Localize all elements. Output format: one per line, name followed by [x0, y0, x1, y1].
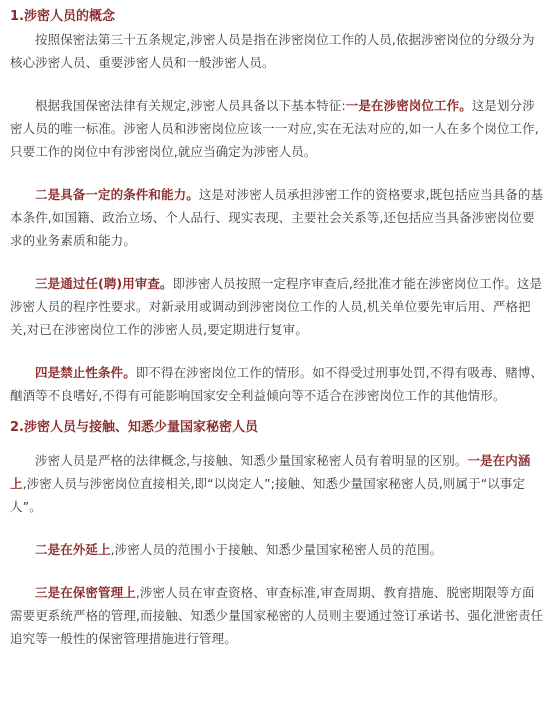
- spacer: [10, 561, 544, 581]
- paragraph-difference-3: [10, 581, 544, 650]
- paragraph-feature-2: [10, 183, 544, 252]
- emphasis-text: 二是具备一定的条件和能力。: [35, 187, 199, 202]
- paragraph-text: ,涉密人员与涉密岗位直接相关,即“以岗定人”;接触、知悉少量国家秘密人员,则属于“以事定人”。: [10, 476, 526, 514]
- emphasis-text: 四是禁止性条件。: [35, 365, 136, 380]
- paragraph-difference-2: [10, 538, 544, 561]
- spacer: [10, 252, 544, 272]
- paragraph-definition: 按照保密法第三十五条规定,涉密人员是指在涉密岗位工作的人员,依据涉密岗位的分级分为核心涉密人员、重要涉密人员和一般涉密人员。: [10, 32, 535, 70]
- paragraph-text: 即涉密人员按照一定程序审查后,经批准才能在涉密岗位工作。这是涉密人员的程序性要求。对新录用或调动到涉密岗位工作的人员,机关单位要先审后用、严格把关,对已在涉密岗位工作的涉密人员,要定期进行复审。: [10, 276, 543, 337]
- spacer: [10, 341, 544, 361]
- spacer: [10, 163, 544, 183]
- paragraph-feature-3: [10, 272, 544, 341]
- spacer: [10, 518, 544, 538]
- spacer: [10, 407, 544, 417]
- emphasis-text: 三是在保密管理上: [35, 585, 136, 600]
- emphasis-text: 一是在涉密岗位工作。: [345, 98, 472, 113]
- paragraph-text: 涉密人员是严格的法律概念,与接触、知悉少量国家秘密人员有着明显的区别。: [35, 453, 468, 468]
- paragraph-text: 即不得在涉密岗位工作的情形。如不得受过刑事处罚,不得有吸毒、赌博、酗酒等不良嗜好,不得有可能影响国家安全利益倾向等不适合在涉密岗位工作的其他情形。: [10, 365, 544, 403]
- section-heading-comparison: 2.涉密人员与接触、知悉少量国家秘密人员: [10, 420, 258, 435]
- paragraph-feature-4: [10, 361, 544, 407]
- paragraph-difference-1: [10, 449, 544, 518]
- paragraph-text: 这是对涉密人员承担涉密工作的资格要求,既包括应当具备的基本条件,如国籍、政治立场、个人品行、现实表现、主要社会关系等,还包括应当具备涉密岗位要求的业务素质和能力。: [10, 187, 544, 248]
- spacer: [10, 74, 544, 94]
- section-heading-concept: 1.涉密人员的概念: [10, 9, 115, 24]
- paragraph-text: 这是划分涉密人员的唯一标准。涉密人员和涉密岗位应该一一对应,实在无法对应的,如一人在多个岗位工作,只要工作的岗位中有涉密岗位,就应当确定为涉密人员。: [10, 98, 539, 159]
- spacer: [10, 439, 544, 449]
- paragraph-text: ,涉密人员在审查资格、审查标准,审查周期、教育措施、脱密期限等方面需要更系统严格的管理,而接触、知悉少量国家秘密的人员则主要通过签订承诺书、强化泄密责任追究等一般性的保密管理措施进行管理。: [10, 585, 544, 646]
- paragraph-feature-1: [10, 94, 544, 163]
- paragraph-text: ,涉密人员的范围小于接触、知悉少量国家秘密人员的范围。: [110, 542, 443, 557]
- emphasis-text: 二是在外延上: [35, 542, 111, 557]
- emphasis-text: 一是在内涵上: [10, 453, 531, 491]
- emphasis-text: 三是通过任(聘)用审查。: [35, 276, 173, 291]
- paragraph-text: 根据我国保密法律有关规定,涉密人员具备以下基本特征:: [35, 98, 346, 113]
